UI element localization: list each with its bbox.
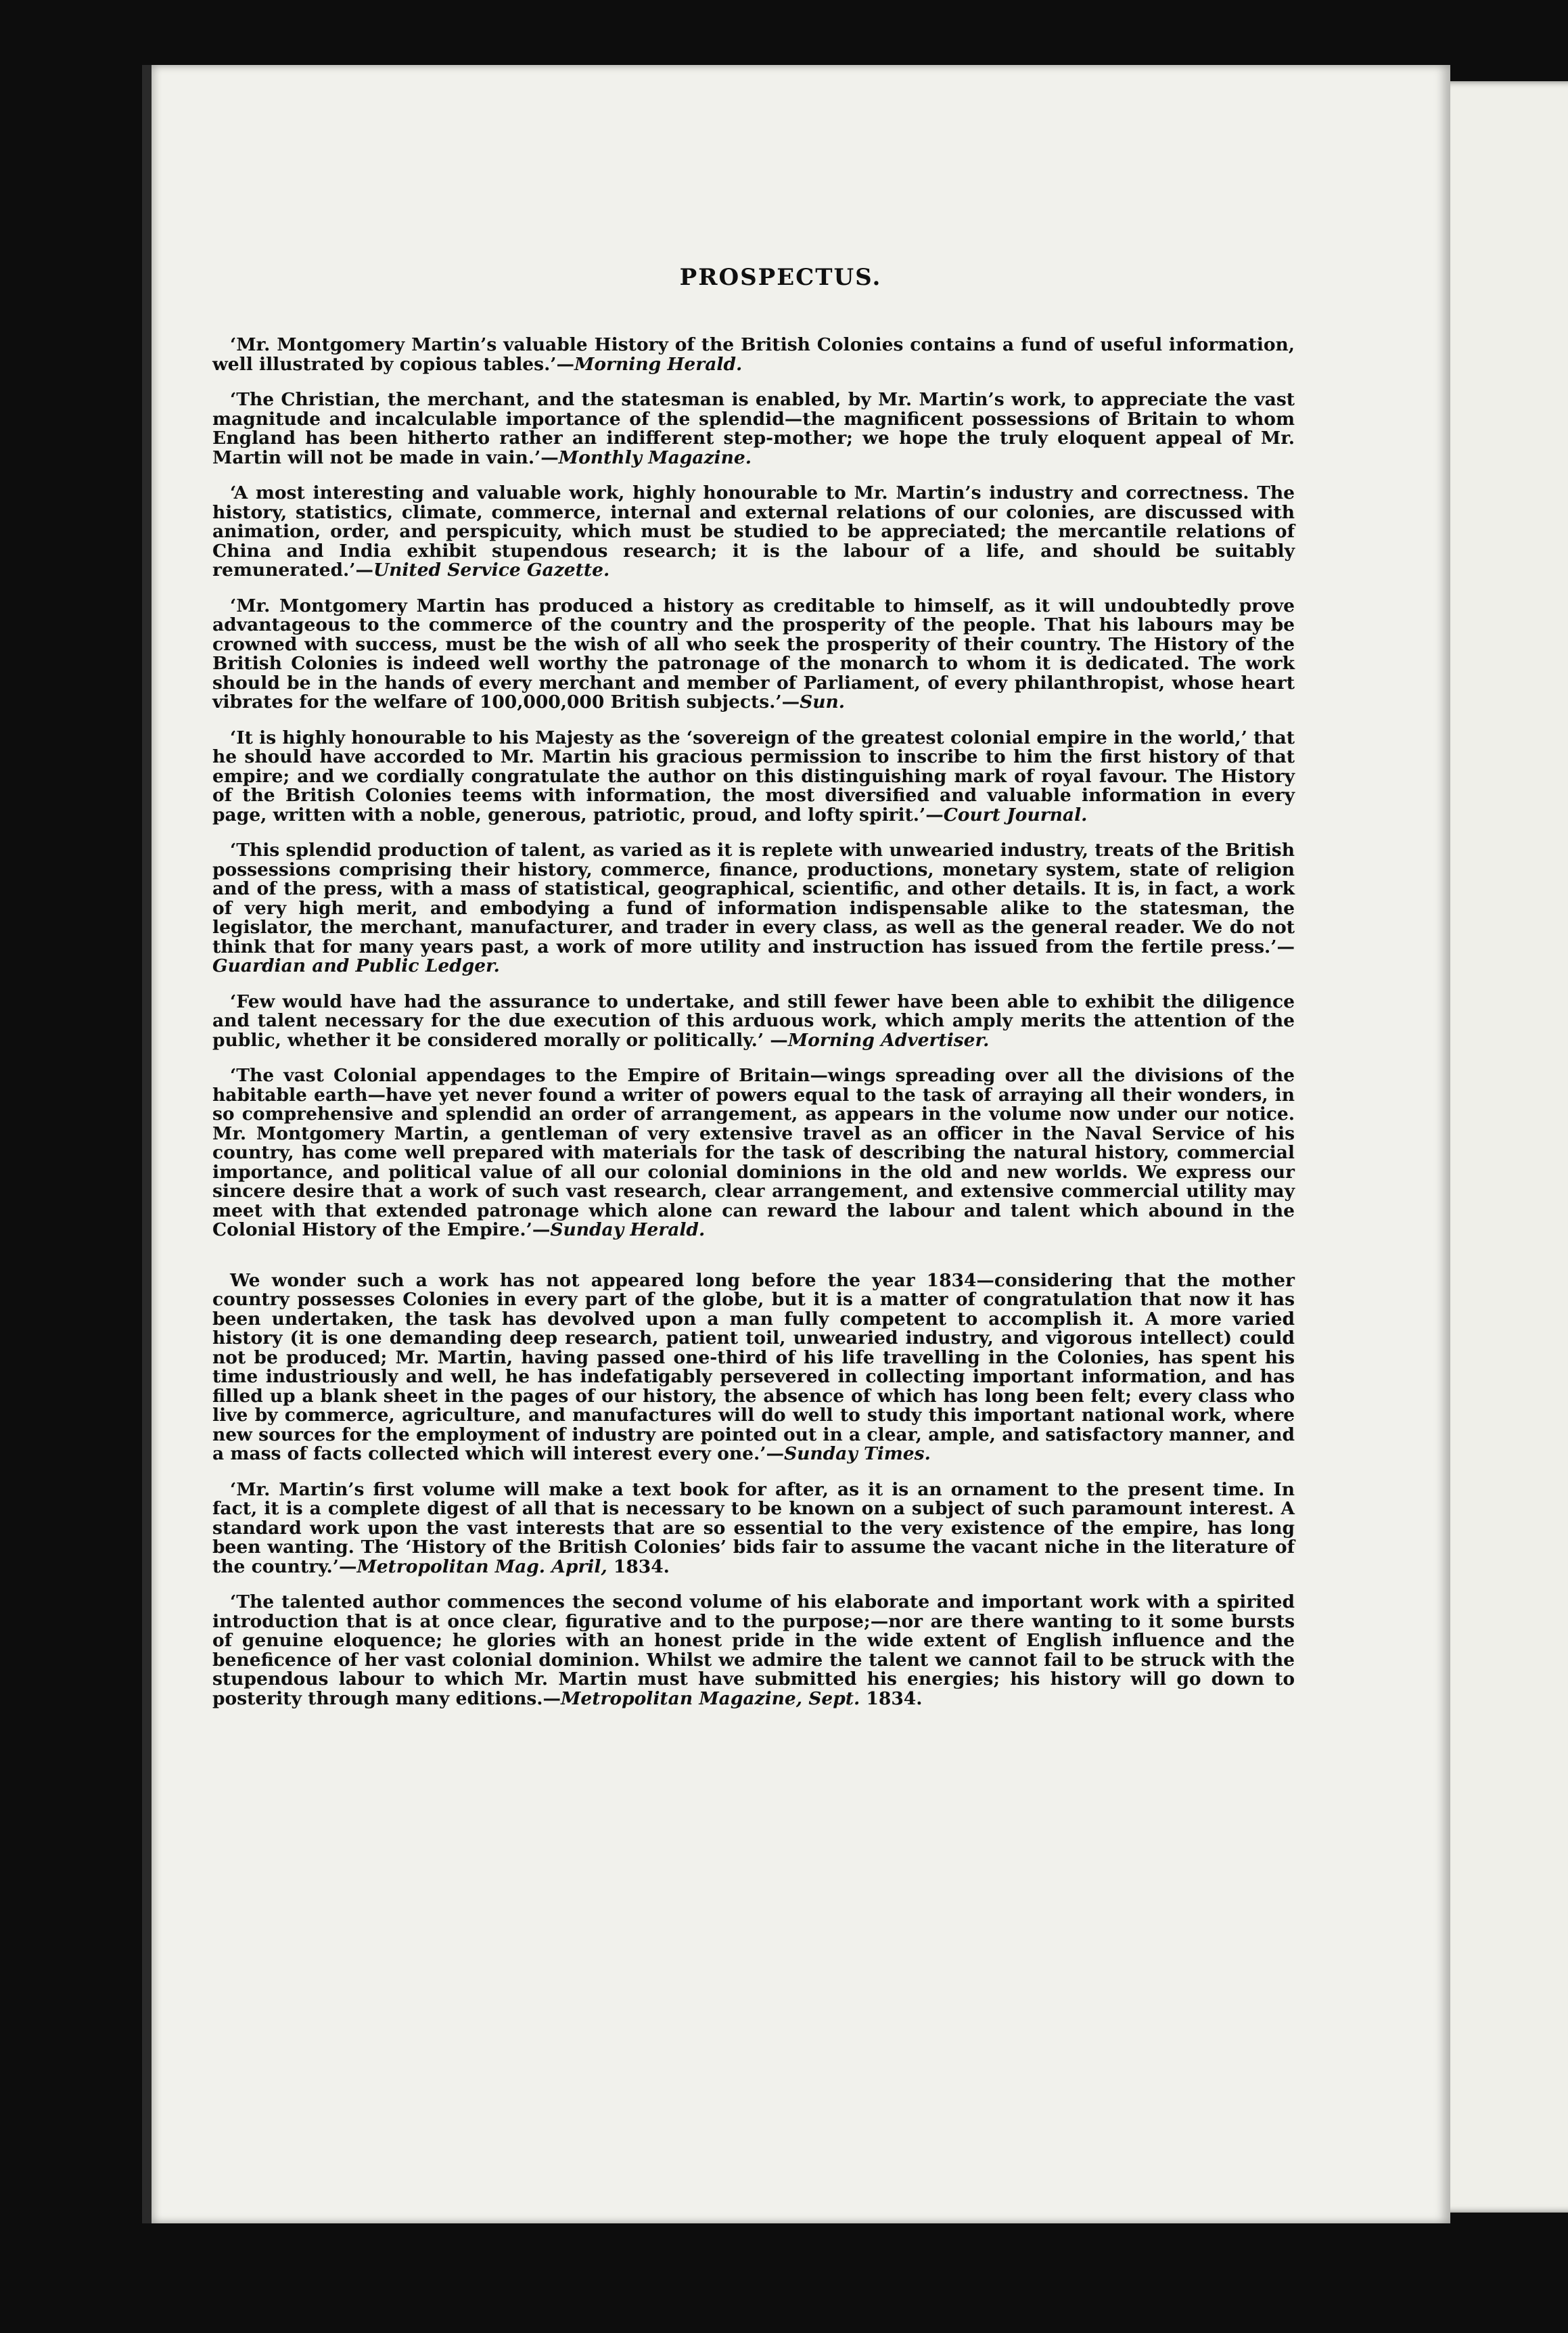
- review-source: Metropolitan Magazine, Sept.: [561, 1688, 860, 1709]
- review-source: Monthly Magazine.: [558, 447, 752, 468]
- review-source: Sunday Herald.: [550, 1219, 706, 1240]
- prospectus-content: [212, 264, 1295, 1725]
- review-monthly-magazine: ‘The Christian, the merchant, and the statesman is enabled, by Mr. Martin’s work, to appreciate the vast magnitude and incalculable importance of the splendid—the magnificent possessions of Britain to whom England has been hitherto rather an indifferent step-mother; we hope the truly eloquent appeal of Mr. Martin will not be made in vain.’—Monthly Magazine.: [212, 389, 1295, 468]
- review-court-journal: ‘It is highly honourable to his Majesty as the ‘sovereign of the greatest colonial empire in the world,’ that he should have accorded to Mr. Martin his gracious permission to inscribe to him the first history of that empire; and we cordially congratulate the author on this distinguishing mark of royal favour. The History of the British Colonies teems with information, the most diversified and valuable information in every page, written with a noble, generous, patriotic, proud, and lofty spirit.’—Court Journal.: [212, 727, 1295, 825]
- page-title: PROSPECTUS.: [679, 264, 882, 291]
- review-source: Sun.: [800, 692, 845, 712]
- review-morning-herald: ‘Mr. Montgomery Martin’s valuable History of the British Colonies contains a fund of useful information, well illustrated by copious tables.’—Morning Herald.: [212, 334, 1295, 375]
- review-united-service-gazette: ‘A most interesting and valuable work, highly honourable to Mr. Martin’s industry and correctness. The history, statistics, climate, commerce, internal and external relations of our colonies, are discussed with animation, order, and perspicuity, which must be studied to be appreciated; the mercantile relations of China and India exhibit stupendous research; it is the labour of a life, and should be suitably remunerated.’—United Service Gazette.: [212, 482, 1295, 581]
- review-sunday-herald: ‘The vast Colonial appendages to the Empire of Britain—wings spreading over all the divisions of the habitable earth—have yet never found a writer of powers equal to the task of arraying all their wonders, in so comprehensive and splendid an order of arrangement, as appears in the volume now under our notice. Mr. Montgomery Martin, a gentleman of very extensive travel as an officer in the Naval Service of his country, has come well prepared with materials for the task of describing the natural history, commercial importance, and political value of all our colonial dominions in the old and new worlds. We express our sincere desire that a work of such vast research, clear arrangement, and extensive commercial utility may meet with that extended patronage which alone can reward the labour and talent which abound in the Colonial History of the Empire.’—Sunday Herald.: [212, 1065, 1295, 1240]
- review-source: United Service Gazette.: [373, 560, 610, 581]
- review-sunday-times: We wonder such a work has not appeared long before the year 1834—considering that the mother country possesses Colonies in every part of the globe, but it is a matter of congratulation that now it has been undertaken, the task has devolved upon a man fully competent to accomplish it. A more varied history (it is one demanding deep research, patient toil, unwearied industry, and vigorous intellect) could not be produced; Mr. Martin, having passed one-third of his life travelling in the Colonies, has spent his time industriously and well, he has indefatigably persevered in collecting important information, and has filled up a blank sheet in the pages of our history, the absence of which has long been felt; every class who live by commerce, agriculture, and manufactures will do well to study this important national work, where new sources for the employment of industry are pointed out in a clear, ample, and satisfactory manner, and a mass of facts collected which will interest every one.’—Sunday Times.: [212, 1269, 1295, 1464]
- review-year: 1834.: [613, 1556, 670, 1577]
- review-source: Guardian and Public Ledger.: [212, 955, 500, 976]
- review-source: Metropolitan Mag. April,: [356, 1556, 607, 1577]
- review-year: 1834.: [866, 1688, 923, 1709]
- review-source: Morning Herald.: [574, 353, 743, 375]
- review-sun: ‘Mr. Montgomery Martin has produced a history as creditable to himself, as it will undoubtedly prove advantageous to the commerce of the country and the prosperity of the people. That his labours may be crowned with success, must be the wish of all who seek the prosperity of their country. The History of the British Colonies is indeed well worthy the patronage of the monarch to whom it is dedicated. The work should be in the hands of every merchant and member of Parliament, of every philanthropist, whose heart vibrates for the welfare of 100,000,000 British subjects.’—Sun.: [212, 595, 1295, 712]
- review-metropolitan-april: ‘Mr. Martin’s first volume will make a text book for after, as it is an ornament to the present time. In fact, it is a complete digest of all that is necessary to be known on a subject of such paramount interest. A standard work upon the vast interests that are so essential to the very existence of the empire, has long been wanting. The ‘History of the British Colonies’ bids fair to assume the vacant niche in the literature of the country.’—Metropolitan Mag. April, 1834.: [212, 1478, 1295, 1577]
- review-source: Sunday Times.: [783, 1443, 931, 1464]
- review-guardian-public-ledger: ‘This splendid production of talent, as varied as it is replete with unwearied industry, treats of the British possessions comprising their history, commerce, finance, productions, monetary system, state of religion and of the press, with a mass of statistical, geographical, scientific, and other details. It is, in fact, a work of very high merit, and embodying a fund of information indispensable alike to the statesman, the legislator, the merchant, manufacturer, and trader in every class, as well as the general reader. We do not think that for many years past, a work of more utility and instruction has issued from the fertile press.’—Guardian and Public Ledger.: [212, 840, 1295, 976]
- review-metropolitan-sept: ‘The talented author commences the second volume of his elaborate and important work with a spirited introduction that is at once clear, figurative and to the purpose;—nor are there wanting to it some bursts of genuine eloquence; he glories with an honest pride in the wide extent of English influence and the beneficence of her vast colonial dominion. Whilst we admire the talent we cannot fail to be struck with the stupendous labour to which Mr. Martin must have submitted his energies; his history will go down to posterity through many editions.—Metropolitan Magazine, Sept. 1834.: [212, 1591, 1295, 1709]
- facing-page-edge: [1434, 81, 1568, 2213]
- review-source: Court Journal.: [943, 804, 1088, 825]
- review-source: Morning Advertiser.: [787, 1029, 990, 1051]
- review-morning-advertiser: ‘Few would have had the assurance to undertake, and still fewer have been able to exhibit the diligence and talent necessary for the due execution of this arduous work, which amply merits the attention of the public, whether it be considered morally or politically.’ —Morning Advertiser.: [212, 991, 1295, 1051]
